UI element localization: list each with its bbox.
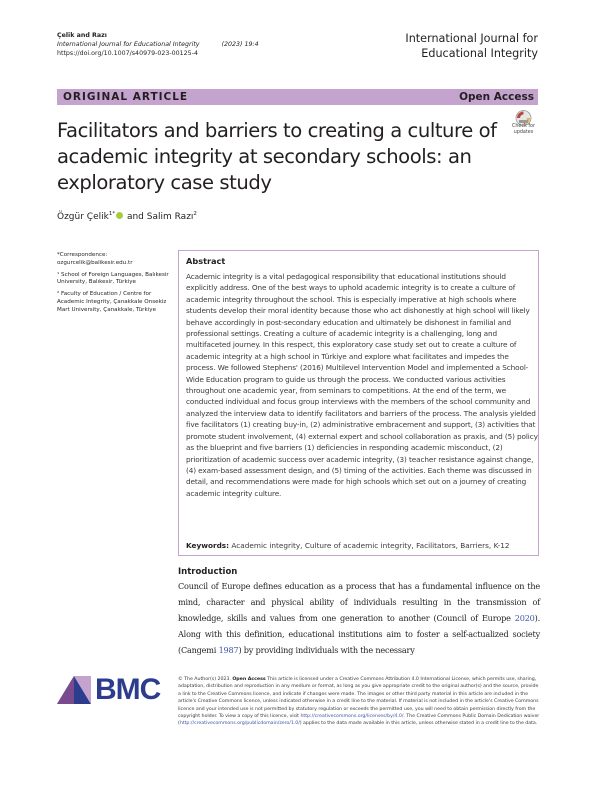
abstract-heading: Abstract [186, 256, 226, 266]
author-1[interactable]: Özgür Çelik [57, 212, 109, 222]
affiliation-1: ¹ School of Foreign Languages, Balıkesir University, Balıkesir, Türkiye [57, 271, 169, 286]
orcid-icon[interactable] [116, 212, 123, 219]
abstract-text: Academic integrity is a vital pedagogical responsibility that educational institutions should explicitly address. One of the best ways to uphold academic integrity is to create a culture of academic integrity throughout the school. This is especially imperative at high schools where students develop their moral identity because those who act dishonestly at high school will likely behave accordingly in post-secondary education and ultimately be dishonest in familial and professional settings. Creating a culture of academic integrity is a challenging, long and multifaceted journey. In this respect, this exploratory case study set out to create a culture of academic integrity at a high school in Türkiye and explore what facilitates and impedes the process. We followed Stephens' (2016) Multilevel Intervention Model and implemented a School-Wide Education program to guide us through the process. We conducted various activities throughout one academic year, from seminars to competitions. At the end of the term, we conducted individual and focus group interviews with the members of the school community and analyzed the interview data to identify facilitators and barriers of the process. The analysis yielded five facilitators (1) creating buy-in, (2) administrative embracement and support, (3) activities that promote student involvement, (4) external expert and school collaboration as praxis, and (5) policy as the blueprint and five barriers (1) deficiencies in responding academic misconduct, (2) prioritization of academic success over academic integrity, (3) teacher resistance against change, (4) exam-based assessment design, and (5) timing of the activities. Each theme was discussed in detail, and recommendations were made for high schools which set out on a journey of creating academic integrity culture. [186, 272, 538, 498]
intro-text-part-c: ) by providing individuals with the necessary [238, 645, 415, 655]
introduction-text [178, 578, 540, 658]
journal-name-line1: International Journal for [405, 32, 538, 45]
author-2[interactable]: Salim Razı [146, 212, 194, 222]
license-body-c: ) applies to the data made available in this article, unless otherwise stated in a credit line to the data. [299, 721, 538, 727]
keywords [186, 541, 510, 550]
article-type-label: ORIGINAL ARTICLE [63, 91, 189, 103]
journal-name-right [405, 31, 538, 61]
bmc-logo-mark-icon [57, 676, 91, 704]
license-body-b: . The Creative Commons Public Domain Dedication waiver ( [178, 714, 540, 727]
intro-text-part-b: ). Along with this definition, educational institutions aim to foster a self-actualized society (Cangemi [178, 613, 540, 655]
affiliation-2: ² Faculty of Education / Centre for Academic Integrity, Çanakkale Onsekiz Mart University, Çanakkale, Türkiye [57, 291, 167, 313]
author-2-affiliation: 2 [193, 211, 197, 217]
open-access-label: Open Access [459, 91, 534, 103]
header-doi-link[interactable]: https://doi.org/10.1007/s40979-023-00125-4 [57, 50, 198, 57]
license-copyright: © The Author(s) 2023. [178, 677, 231, 682]
license-text [178, 676, 540, 728]
correspondence-email[interactable]: ozgurcelik@balikesir.edu.tr [57, 259, 133, 266]
keywords-list: Academic integrity, Culture of academic integrity, Facilitators, Barriers, K-12 [231, 541, 510, 550]
correspondence-label: *Correspondence: [57, 252, 108, 258]
license-link[interactable]: http://creativecommons.org/licenses/by/4.0/ [300, 714, 404, 720]
keywords-label: Keywords: [186, 541, 230, 550]
check-updates-line1: Check for [512, 124, 535, 129]
header-journal: International Journal for Educational Integrity [57, 41, 200, 48]
bmc-logo-text: BMC [95, 673, 161, 706]
citation-link[interactable]: 1987 [218, 645, 239, 655]
header-authors: Çelik and Razı [57, 32, 107, 39]
license-open-access: Open Access [232, 677, 266, 682]
author-connector: and [126, 212, 144, 222]
article-type-banner [57, 89, 538, 105]
journal-name-line2: Educational Integrity [421, 47, 538, 60]
intro-text-part-a: Council of Europe defines education as a process that has a fundamental influence on the mind, character and physical ability of individuals resulting in the transmission of knowledge, skills and values from one generation to another (Council of Europe [178, 581, 540, 623]
citation-link[interactable]: 2020 [514, 613, 535, 623]
article-title: Facilitators and barriers to creating a culture of academic integrity at secondary schools: an exploratory case study [57, 119, 497, 194]
check-for-updates-label[interactable] [507, 124, 540, 135]
header-year-volume: (2023) 19:4 [221, 41, 259, 48]
affiliations-sidebar [57, 252, 177, 319]
check-updates-line2: updates [513, 129, 534, 135]
bmc-logo [57, 673, 175, 706]
running-header [57, 31, 259, 58]
author-line [57, 211, 197, 222]
license-body-a: This article is licensed under a Creative Commons Attribution 4.0 International License, which permits use, sharing, adaptation, distribution and reproduction in any medium or format, as long as you give appropriate credit to the original author(s) and the source, provide a link to the Creative Commons licence, and indicate if changes were made. The images or other third party material in this article are included in the article's Creative Commons licence, unless indicated otherwise in a credit line to the material. If material is not included in the article's Creative Commons licence and your intended use is not permitted by statutory regulation or exceeds the permitted use, you will need to obtain permission directly from the copyright holder. To view a copy of this licence, visit [178, 677, 539, 720]
header-journal-line [57, 40, 259, 49]
author-1-affiliation: 1* [108, 211, 116, 217]
public-domain-link[interactable]: http://creativecommons.org/publicdomain/zero/1.0/ [179, 721, 300, 727]
introduction-heading: Introduction [178, 567, 238, 577]
abstract-box [178, 250, 539, 556]
